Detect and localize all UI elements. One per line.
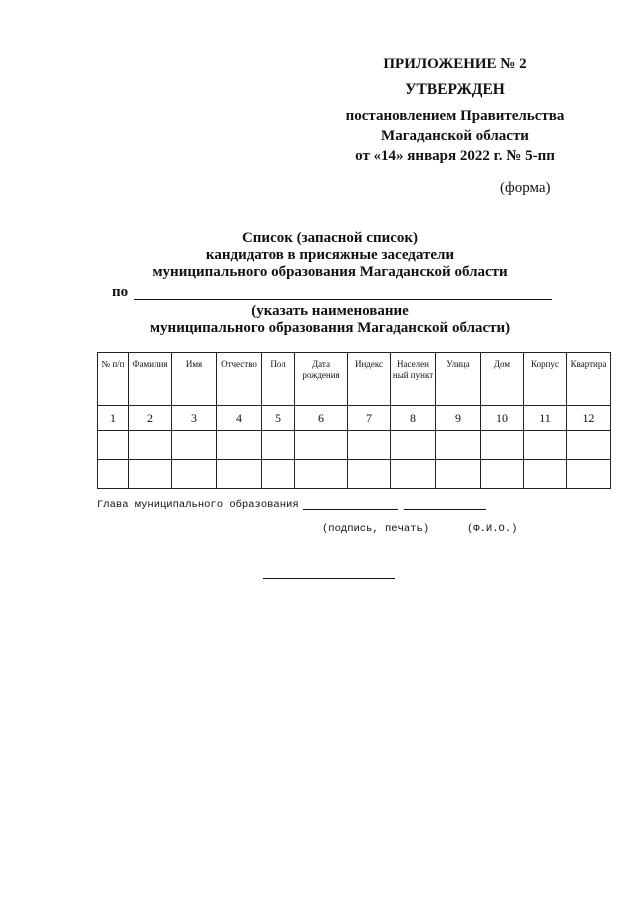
header-cell: Населен ный пункт	[391, 353, 436, 406]
instruction-line-2: муниципального образования Магаданской области)	[149, 320, 511, 336]
table-cell[interactable]	[217, 460, 262, 489]
header-cell: № п/п	[98, 353, 129, 406]
table-cell[interactable]	[172, 431, 217, 460]
title-line-1: Список (запасной список)	[241, 230, 419, 246]
municipality-fill-line	[134, 299, 552, 300]
municipality-instruction	[140, 303, 520, 337]
number-cell: 10	[481, 406, 524, 431]
number-cell: 7	[348, 406, 391, 431]
number-cell: 2	[129, 406, 172, 431]
table-cell[interactable]	[262, 431, 295, 460]
table-cell[interactable]	[348, 460, 391, 489]
instruction-line-1: (указать наименование	[251, 303, 409, 319]
table-cell[interactable]	[262, 460, 295, 489]
table-cell[interactable]	[436, 431, 481, 460]
candidates-table	[97, 352, 611, 489]
number-cell: 3	[172, 406, 217, 431]
number-cell: 9	[436, 406, 481, 431]
document-title	[140, 230, 520, 281]
approval-line-3: от «14» января 2022 г. № 5-пп	[355, 148, 555, 164]
table-row	[98, 431, 611, 460]
approval-line-1: постановлением Правительства	[345, 108, 565, 124]
header-cell: Квартира	[567, 353, 611, 406]
appendix-title: ПРИЛОЖЕНИЕ № 2	[383, 56, 527, 72]
header-cell: Имя	[172, 353, 217, 406]
table-cell[interactable]	[481, 431, 524, 460]
table-row	[98, 460, 611, 489]
table-cell[interactable]	[391, 460, 436, 489]
table-cell[interactable]	[295, 460, 348, 489]
table-cell[interactable]	[348, 431, 391, 460]
approval-header	[330, 54, 580, 166]
header-cell: Дом	[481, 353, 524, 406]
table-number-row	[98, 406, 611, 431]
form-label: (форма)	[500, 180, 551, 196]
table-header-row	[98, 353, 611, 406]
header-cell: Фамилия	[129, 353, 172, 406]
signature-line[interactable]	[303, 509, 398, 510]
signature-caption: (подпись, печать)	[322, 523, 430, 535]
number-cell: 4	[217, 406, 262, 431]
table-cell[interactable]	[98, 431, 129, 460]
header-cell: Улица	[436, 353, 481, 406]
table-cell[interactable]	[217, 431, 262, 460]
number-cell: 12	[567, 406, 611, 431]
table-cell[interactable]	[567, 460, 611, 489]
header-cell: Корпус	[524, 353, 567, 406]
table-cell[interactable]	[481, 460, 524, 489]
table-cell[interactable]	[98, 460, 129, 489]
number-cell: 1	[98, 406, 129, 431]
fio-caption: (Ф.И.О.)	[467, 523, 518, 535]
number-cell: 5	[262, 406, 295, 431]
table-cell[interactable]	[524, 460, 567, 489]
header-cell: Пол	[262, 353, 295, 406]
table-cell[interactable]	[129, 460, 172, 489]
table-cell[interactable]	[436, 460, 481, 489]
table-cell[interactable]	[567, 431, 611, 460]
fio-line[interactable]	[404, 509, 486, 510]
table-cell[interactable]	[391, 431, 436, 460]
approved-label: УТВЕРЖДЕН	[405, 81, 505, 98]
table-cell[interactable]	[172, 460, 217, 489]
head-signature-label: Глава муниципального образования	[97, 499, 299, 511]
closing-rule	[263, 578, 395, 579]
approval-line-2: Магаданской области	[381, 128, 529, 144]
header-cell: Индекс	[348, 353, 391, 406]
po-label: по	[112, 284, 129, 300]
table-cell[interactable]	[524, 431, 567, 460]
table-cell[interactable]	[129, 431, 172, 460]
number-cell: 11	[524, 406, 567, 431]
header-cell: Отчество	[217, 353, 262, 406]
header-cell: Дата рождения	[295, 353, 348, 406]
table-cell[interactable]	[295, 431, 348, 460]
municipality-fill-row	[112, 284, 552, 302]
title-line-2: кандидатов в присяжные заседатели	[205, 247, 455, 263]
number-cell: 6	[295, 406, 348, 431]
title-line-3: муниципального образования Магаданской области	[152, 264, 508, 280]
number-cell: 8	[391, 406, 436, 431]
